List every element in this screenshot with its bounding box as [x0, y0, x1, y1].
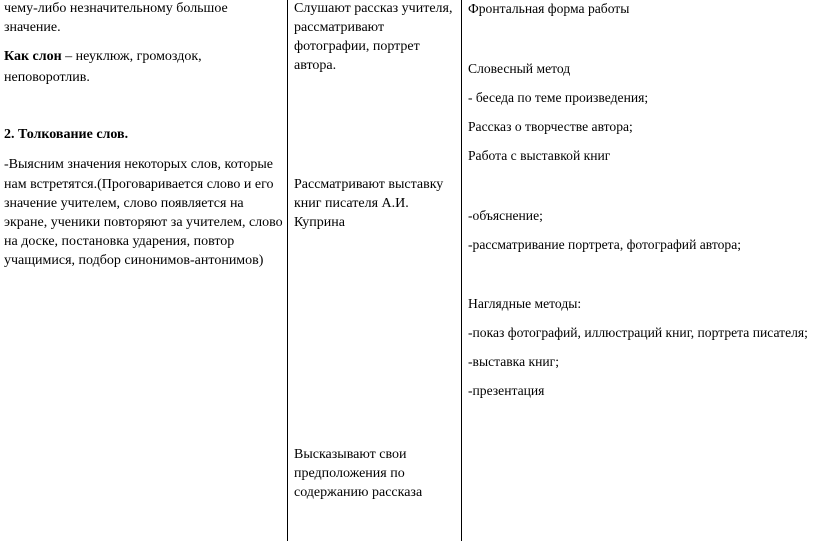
paragraph-line: значение учителем, слово появляется на [4, 196, 244, 211]
methods-cell [462, 0, 816, 541]
text-line: Наглядные методы: [468, 296, 582, 311]
text-line: Фронтальная форма работы [468, 1, 630, 16]
text-line: предположения по [294, 466, 405, 481]
student-activity-cell [288, 0, 461, 541]
text-line: чему-либо незначительному большое [4, 1, 228, 16]
simile-line [4, 46, 202, 67]
paragraph-line: на доске, постановка ударения, повтор [4, 234, 235, 249]
text-line: Словесный метод [468, 61, 571, 76]
text-line: - беседа по теме произведения; [468, 90, 649, 105]
text-line: неповоротлив. [4, 70, 90, 85]
text-line: содержанию рассказа [294, 485, 423, 500]
text-line: рассматривают [294, 20, 385, 35]
paragraph-line: нам встретятся.(Проговаривается слово и его [4, 177, 274, 192]
text-line: Рассказ о творчестве автора; [468, 119, 633, 134]
text-line: Рассматривают выставку [294, 177, 444, 192]
teacher-activity-cell [0, 0, 287, 541]
text-line: Слушают рассказ учителя, [294, 1, 453, 16]
text-line: Работа с выставкой книг [468, 148, 611, 163]
simile-description: – неуклюж, громоздок, [61, 49, 202, 64]
text-line: Высказывают свои [294, 447, 407, 462]
text-line: -рассматривание портрета, фотографий автора; [468, 237, 742, 252]
text-line: -выставка книг; [468, 354, 560, 369]
text-line: фотографии, портрет [294, 39, 420, 54]
text-line: -показ фотографий, иллюстраций книг, портрета писателя; [468, 325, 808, 340]
text-line: Куприна [294, 215, 345, 230]
paragraph-line: -Выясним значения некоторых слов, которые [4, 157, 273, 172]
paragraph-line: экране, ученики повторяют за учителем, слово [4, 215, 283, 230]
text-line: -презентация [468, 383, 545, 398]
simile-term: Как слон [4, 49, 62, 64]
section-heading: 2. Толкование слов. [4, 127, 129, 142]
text-line: книг писателя А.И. [294, 196, 409, 211]
paragraph-line: учащимися, подбор синонимов-антонимов) [4, 253, 264, 268]
text-line: автора. [294, 58, 337, 73]
text-line: -объяснение; [468, 208, 543, 223]
text-line: значение. [4, 20, 61, 35]
